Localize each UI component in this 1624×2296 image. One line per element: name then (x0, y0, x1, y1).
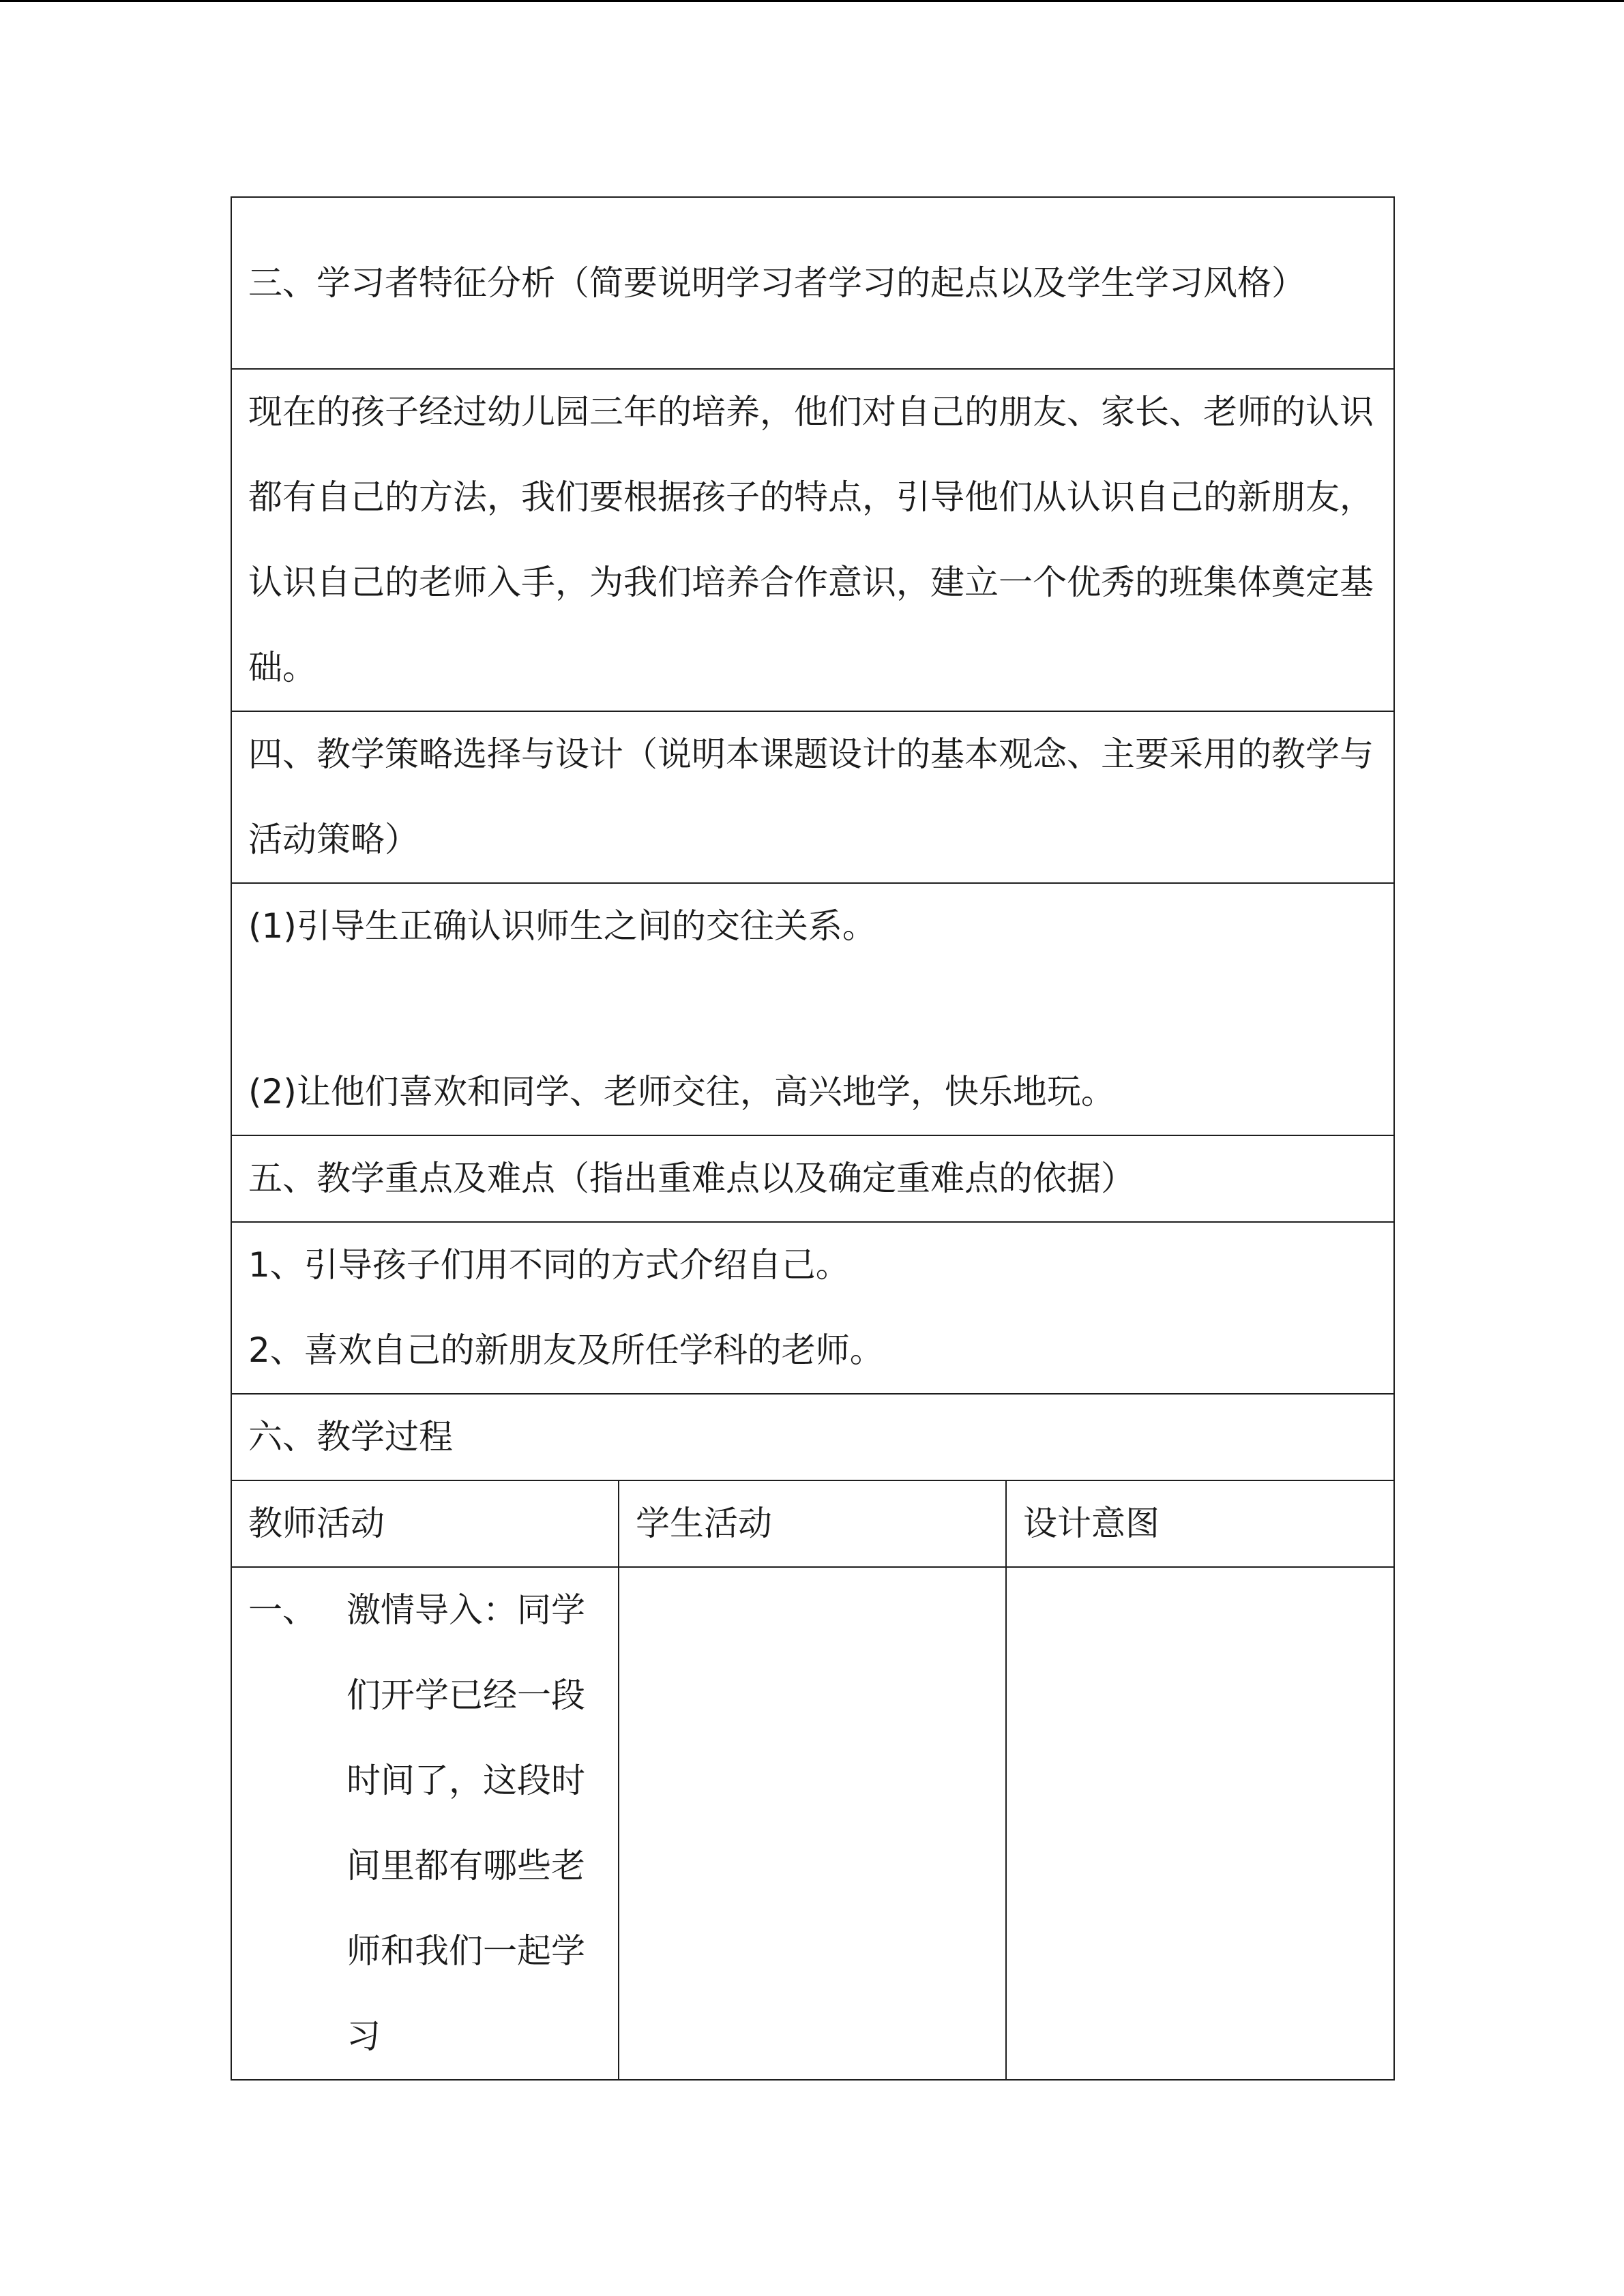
key-point-item: 1、引导孩子们用不同的方式介绍自己。 (248, 1245, 850, 1285)
column-header-teacher: 教师活动 (231, 1480, 619, 1567)
strategy-item: (1)引导生正确认识师生之间的交往关系。 (248, 906, 876, 946)
section4-body (231, 883, 1394, 1135)
learner-analysis-text: 现在的孩子经过幼儿园三年的培养，他们对自己的朋友、家长、老师的认识都有自己的方法，我们要根据孩子的特点，引导他们从认识自己的新朋友，认识自己的老师入手，为我们培养合作意识，建立一个优秀的班集体奠定基础。 (248, 392, 1374, 687)
teacher-activity-text: 激情导入：同学们开学已经一段时间了，这段时间里都有哪些老师和我们一起学习 (346, 1590, 585, 2056)
section5-body (231, 1222, 1394, 1394)
student-activity-cell (619, 1567, 1006, 2080)
column-header-student: 学生活动 (619, 1480, 1006, 1567)
process-column-header-row (231, 1480, 1394, 1567)
process-row (231, 1567, 1394, 2080)
column-header-intent: 设计意图 (1006, 1480, 1394, 1567)
process-list-item (248, 1568, 602, 2079)
teacher-activity-cell (231, 1567, 619, 2080)
section4-body-row (231, 883, 1394, 1135)
section4-heading-row (231, 711, 1394, 883)
section6-heading-row (231, 1394, 1394, 1480)
section5-heading (231, 1135, 1394, 1222)
section5-heading-row (231, 1135, 1394, 1222)
section6-heading (231, 1394, 1394, 1480)
process-item-number: 一、 (248, 1590, 316, 1630)
section6-heading-text: 六、教学过程 (248, 1417, 453, 1457)
section5-heading-text: 五、教学重点及难点（指出重难点以及确定重难点的依据） (248, 1159, 1135, 1198)
section4-heading-text: 四、教学策略选择与设计（说明本课题设计的基本观念、主要采用的教学与活动策略） (248, 734, 1374, 859)
section3-body (231, 369, 1394, 711)
section4-heading (231, 711, 1394, 883)
section3-heading-text: 三、学习者特征分析（简要说明学习者学习的起点以及学生学习风格） (248, 263, 1305, 303)
lesson-plan-table (231, 196, 1395, 2081)
key-point-item: 2、喜欢自己的新朋友及所任学科的老师。 (248, 1330, 884, 1370)
section3-heading (231, 197, 1394, 369)
section3-heading-row (231, 197, 1394, 369)
design-intent-cell (1006, 1567, 1394, 2080)
section3-body-row (231, 369, 1394, 711)
section5-body-row (231, 1222, 1394, 1394)
strategy-item: (2)让他们喜欢和同学、老师交往，高兴地学，快乐地玩。 (248, 1072, 1115, 1112)
